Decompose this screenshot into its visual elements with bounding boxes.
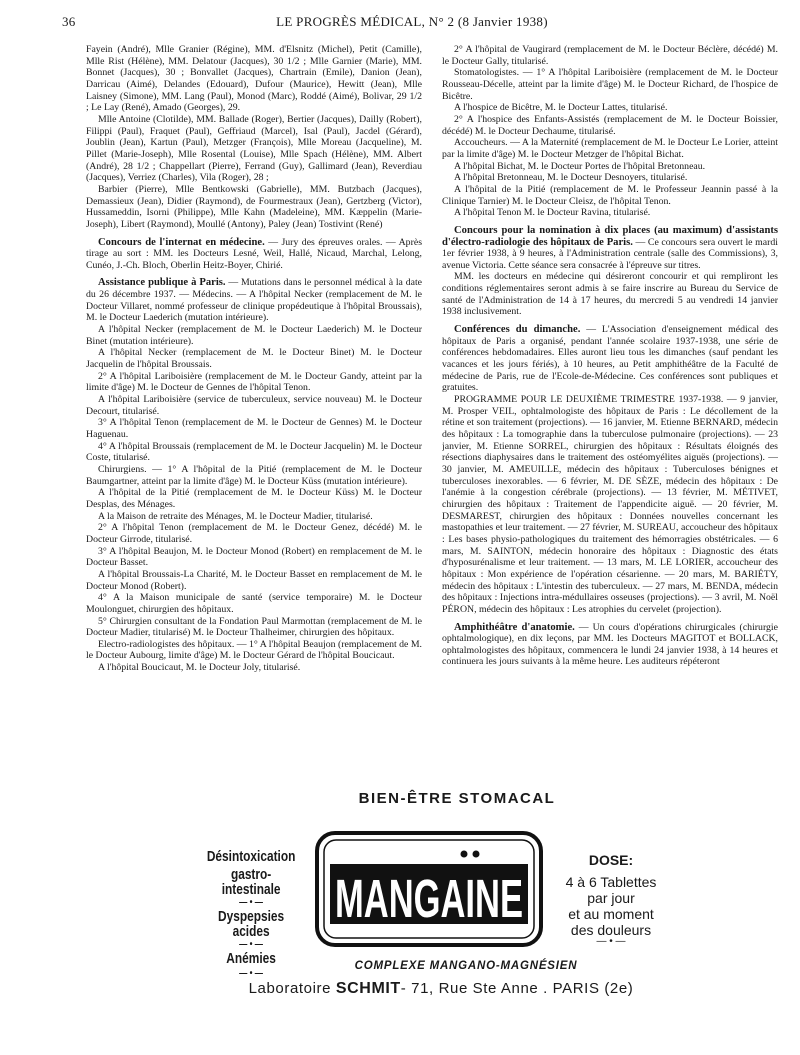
paragraph	[442, 172, 778, 184]
laboratory-line	[206, 980, 676, 998]
paragraph-text: 2° A l'hospice des Enfants-Assistés (remplacement de M. le Docteur Boissier, décédé) M. le Docteur Dechaume, titularisé.	[442, 113, 778, 137]
paragraph	[86, 616, 422, 639]
lab-address: - 71, Rue Ste Anne . PARIS (2e)	[400, 980, 634, 997]
dose-line: 4 à 6 Tablettes	[565, 874, 657, 890]
right-column	[442, 44, 778, 788]
paragraph-text: — Jury des épreuves orales. — Après tirage au sort : MM. les Docteurs Lesné, Weil, Hallé, Nicaud, Marchal, Lelong, Cunéo, J.-Ch. Bloch, Oberlin Heitz-Boyer, Chirié.	[86, 236, 422, 271]
paragraph-text: Accoucheurs. — A la Maternité (remplacement de M. le Docteur Le Lorier, atteint par la limite d'âge) M. le Docteur Metzger de l'hôpital Bichat.	[442, 137, 778, 160]
ad-separator: — • —	[239, 939, 264, 950]
paragraph	[86, 324, 422, 347]
ad-indication: Dyspepsies acides	[218, 909, 285, 940]
ad-indication: gastro-intestinale	[221, 867, 281, 898]
brand-name: MANGAINE	[335, 869, 523, 929]
paragraph-text: 4° A la Maison municipale de santé (service temporaire) M. le Docteur Moulonguet, chirurgien des hôpitaux.	[86, 592, 422, 615]
paragraph-text: A l'hôpital Necker (remplacement de M. le Docteur Laederich) M. le Docteur Binet (mutation intérieure).	[86, 324, 422, 347]
lab-name: SCHMIT	[335, 980, 401, 997]
paragraph	[86, 522, 422, 545]
paragraph	[442, 394, 778, 615]
paragraph-text: 4° A l'hôpital Broussais (remplacement de M. le Docteur Jacquelin) M. le Docteur Coste, titularisé.	[86, 440, 422, 464]
paragraph	[442, 271, 778, 318]
paragraph-text: Barbier (Pierre), Mlle Bentkowski (Gabrielle), MM. Butzbach (Jacques), Demassieux (Jean), Didier (Raymond), de Fourmestraux (Jean), Gertzberg (Victor), Hussameddin, Isorni (Philippe), Mlle Kahn (Madeleine), MM. Kæppelin (Marie-Joseph), Libert (Raymond), Moullé (Antony), Paley (Jean) Tostivint (René)	[86, 183, 422, 230]
paragraph	[442, 161, 778, 173]
paragraph-text: 2° A l'hôpital Lariboisière (remplacement de M. le Docteur Gandy, atteint par la limite d'âge) M. le Docteur de Gennes de l'hôpital Tenon.	[86, 370, 422, 394]
ad-separator: — • —	[596, 936, 626, 947]
ad-separator: — • —	[239, 968, 264, 979]
paragraph-text: A l'hôpital Tenon M. le Docteur Ravina, titularisé.	[454, 207, 651, 219]
paragraph-text: 3° A l'hôpital Beaujon, M. le Docteur Monod (Robert) en remplacement de M. le Docteur Basset.	[86, 545, 422, 569]
paragraph	[442, 137, 778, 160]
paragraph-text: — Mutations dans le personnel médical à la date du 26 décembre 1937. — Médecins. — A l'hôpital Necker (remplacement de M. le Docteur Villaret, nommé professeur de clinique propédeutique à l'hôpital Broussais), M. le Docteur Laederich (mutation intérieure).	[86, 277, 422, 324]
paragraph	[86, 441, 422, 464]
ad-subtitle: COMPLEXE MANGANO-MAGNÉSIEN	[354, 960, 578, 972]
paragraph	[86, 277, 422, 324]
brand-logo	[314, 830, 544, 948]
paragraph-text: 2° A l'hôpital de Vaugirard (remplacement de M. le Docteur Béclère, décédé) M. le Docteur Gally, titularisé.	[442, 44, 778, 67]
paragraph	[86, 44, 422, 114]
paragraph-text: PROGRAMME POUR LE DEUXIÈME TRIMESTRE 1937-1938. — 9 janvier, M. Prosper VEIL, ophtalmologiste des hôpitaux de Paris : Le décollement de la rétine et son traitement (projections). — 16 janvier, M. Etienne BERNARD, médecin des hôpitaux : La tomographie dans la tuberculose pulmonaire (projections). — 23 janvier, M. Etienne SORREL, chirurgien des hôpitaux : Résultats éloignés des résections diaphysaires dans le traitement des ostéomyélites aiguës (projections). — 30 janvier, M. AMEUILLE, médecin des hôpitaux : Tuberculoses bénignes et tuberculoses inexorables. — 6 février, M. DE SÈZE, médecin des hôpitaux : De l'anémie à la congestion cérébrale (projections). — 13 février, M. MÉTIVET, chirurgien des hôpitaux : Traitement de l'appendicite aiguë. — 20 février, M. DESMAREST, chirurgien des hôpitaux : Données nouvelles concernant les mastopathies et leur traitement. — 27 février, M. SUREAU, accoucheur des hôpitaux : Les bases physio-pathologiques du traitement des hémorragies obstétricales. — 6 mars, M. SAINTON, médecin honoraire des hôpitaux : Diagnostic des états d'hyposurénalisme et leur traitement. — 13 mars, M. LE LORIER, accoucheur des hôpitaux : Mon expérience de l'opération césarienne. — 20 mars, M. BARIÉTY, médecin des hôpitaux : L'intestin des tuberculeux. — 27 mars, M. BENDA, médecin des hôpitaux : Injections intra-médullaires osseuses (projections). — 3 avril, M. Noël PÉRON, médecin des hôpitaux : Les atrophies du cervelet (projection).	[442, 394, 778, 615]
paragraph	[86, 371, 422, 394]
paragraph	[86, 464, 422, 487]
mangaine-advertisement	[196, 790, 666, 1030]
paragraph	[86, 546, 422, 569]
paragraph	[442, 225, 778, 272]
paragraph-text: MM. les docteurs en médecine qui désireront concourir et qui rempliront les conditions réglementaires seront admis à se faire inscrire au Bureau du Service de santé de l'Administration de 14 à 17 heures, du mercredi 5 au vendredi 14 janvier 1938 inclusivement.	[442, 271, 778, 318]
journal-title: LE PROGRÈS MÉDICAL, N° 2 (8 Janvier 1938)	[276, 14, 548, 29]
dose-line: et au moment	[568, 906, 654, 922]
paragraph-text: 2° A l'hôpital Tenon (remplacement de M. le Docteur Genez, décédé) M. le Docteur Girrode, titularisé.	[86, 522, 422, 545]
ad-indication: Désintoxication	[206, 849, 296, 865]
paragraph-text: Electro-radiologistes des hôpitaux. — 1° A l'hôpital Beaujon (remplacement de M. le Docteur Aubourg, limite d'âge) M. le Docteur Gérard de l'hôpital Boucicaut.	[86, 638, 422, 662]
paragraph	[442, 184, 778, 207]
paragraph	[86, 592, 422, 615]
section-heading: Concours de l'internat en médecine.	[98, 236, 265, 248]
paragraph-text: — Un cours d'opérations chirurgicales (chirurgie ophtalmologique), en dix leçons, par MM. les Docteurs MAGITOT et BOLLACK, ophtalmologistes des hôpitaux, commencera le lundi 24 janvier 1938, à 14 heures et continuera les jours suivants à la même heure. Les auditeurs répéteront	[442, 621, 778, 668]
dose-line: par jour	[587, 890, 635, 906]
lab-prefix: Laboratoire	[248, 980, 332, 997]
left-column	[86, 44, 422, 788]
paragraph-text: A l'hôpital Bretonneau, M. le Docteur Desnoyers, titularisé.	[454, 172, 688, 184]
paragraph-text: — L'Association d'enseignement médical des hôpitaux de Paris a organisé, pendant l'année scolaire 1937-1938, une série de conférences hebdomadaires. Elles auront lieu tous les dimanches (sauf pendant les vacances et les jours fériés), à 10 heures, au Petit amphithéâtre de la Faculté de médecine de Paris, rue de l'Ecole-de-Médecine. Ces conférences sont publiques et gratuites.	[442, 324, 778, 394]
ad-separator: — • —	[239, 897, 264, 908]
paragraph	[86, 184, 422, 231]
paragraph-text: A l'hôpital Broussais-La Charité, M. le Docteur Basset en remplacement de M. le Docteur Monod (Robert).	[86, 568, 422, 592]
paragraph	[442, 44, 778, 67]
paragraph-text: A la Maison de retraite des Ménages, M. le Docteur Madier, titularisé.	[98, 510, 373, 522]
paragraph-text: Chirurgiens. — 1° A l'hôpital de la Pitié (remplacement de M. le Docteur Baumgartner, atteint par la limite d'âge) M. le Docteur Küss (mutation intérieure).	[86, 463, 422, 487]
paragraph	[86, 347, 422, 370]
paragraph-text: A l'hôpital Boucicaut, M. le Docteur Joly, titularisé.	[98, 662, 301, 674]
paragraph	[86, 662, 422, 674]
paragraph	[442, 102, 778, 114]
paragraph	[442, 67, 778, 102]
paragraph-text: A l'hôpital Bichat, M. le Docteur Portes de l'hôpital Bretonneau.	[454, 160, 706, 172]
paragraph-text: Mlle Antoine (Clotilde), MM. Ballade (Roger), Bertier (Jacques), Dailly (Robert), Filippi (Paul), Fraquet (Paul), Geffriaud (Marcel), Isal (Paul), Jacdel (Gérard), Joublin (Jean), Kartun (Paul), Metzger (François), Mlle Moreau (Jacqueline), M. Pillet (Marie-Joseph), Mlle Rosental (Louise), Mlle Spach (Hélène), MM. Albert (André), 28 1/2 ; Chappellart (Pierre), Ferrand (Guy), Gallimard (Jean), Reverdiau (Jacques), Verriez (Charles), Vila (Roger), 28 ;	[86, 113, 422, 184]
paragraph	[442, 114, 778, 137]
paragraph	[442, 622, 778, 669]
paragraph-text: 3° A l'hôpital Tenon (remplacement de M. le Docteur de Gennes) M. le Docteur Haguenau.	[86, 417, 422, 440]
paragraph-text: A l'hôpital de la Pitié (remplacement de M. le Professeur Jeannin passé à la Clinique Tarnier) M. le Docteur Cleisz, de l'hôpital Tenon.	[442, 183, 778, 207]
dose-line: des douleurs	[570, 922, 652, 938]
paragraph-text: A l'hôpital de la Pitié (remplacement de M. le Docteur Küss) M. le Docteur Desplas, des Ménages.	[86, 487, 422, 510]
paragraph-text: A l'hospice de Bicêtre, M. le Docteur Lattes, titularisé.	[454, 102, 668, 114]
ad-dosage	[551, 852, 671, 946]
paragraph	[442, 324, 778, 394]
paragraph	[86, 639, 422, 662]
paragraph-text: 5° Chirurgien consultant de la Fondation Paul Marmottan (remplacement de M. le Docteur Madier, titularisé) M. le Docteur Thalheimer, chirurgien des hôpitaux.	[86, 615, 422, 639]
section-heading: Amphithéâtre d'anatomie.	[454, 621, 575, 633]
paragraph-text: A l'hôpital Necker (remplacement de M. le Docteur Binet) M. le Docteur Jacquelin de l'hôpital Broussais.	[86, 347, 422, 371]
section-heading: Assistance publique à Paris.	[98, 277, 226, 289]
ad-headline: BIEN-ÊTRE STOMACAL	[358, 790, 556, 807]
paragraph-text: Fayein (André), Mlle Granier (Régine), MM. d'Elsnitz (Michel), Petit (Camille), Mlle Rist (Hélène), MM. Delatour (Jacques), 30 1/2 ; Mlle Garnier (Marie), MM. Bonnet (Jacques), 30 ; Bonvallet (Jacques), Chartrain (Emile), Danion (Jean), Darricau (Aimé), Delandes (Edouard), Dufour (Maurice), Hewitt (Jean), Mlle Laisney (Simone), MM. Lang (Paul), Monod (Marc), Roddé (Aimé), Bolivar, 29 1/2 ; Le Lay (René), Amado (Georges), 29.	[86, 44, 422, 114]
paragraph-text: Stomatologistes. — 1° A l'hôpital Lariboisière (remplacement de M. le Docteur Rousseau-Décelle, atteint par la limite d'âge) M. le Docteur Richard, de l'hospice de Bicêtre.	[442, 67, 778, 102]
section-heading: Conférences du dimanche.	[454, 324, 581, 336]
paragraph-text: — Ce concours sera ouvert le mardi 1er février 1938, à 9 heures, à l'Administration centrale (salle des Commissions), 3, avenue Victoria. Cette séance sera consacrée à l'épreuve sur titres.	[442, 236, 778, 271]
dose-title: DOSE:	[588, 852, 634, 868]
paragraph	[86, 114, 422, 184]
paragraph	[86, 511, 422, 523]
section-heading: Concours pour la nomination à dix places (au maximum) d'assistants d'électro-radiologie des hôpitaux de Paris.	[442, 224, 778, 248]
paragraph	[86, 487, 422, 510]
page-number: 36	[62, 14, 76, 29]
paragraph	[86, 569, 422, 592]
paragraph-text: A l'hôpital Lariboisière (service de tuberculeux, service nouveau) M. le Docteur Decourt, titularisé.	[86, 394, 422, 417]
paragraph	[86, 237, 422, 272]
page-header	[62, 14, 762, 36]
paragraph	[86, 417, 422, 440]
paragraph	[442, 207, 778, 219]
ad-indication: Anémies	[226, 951, 276, 967]
paragraph	[86, 394, 422, 417]
